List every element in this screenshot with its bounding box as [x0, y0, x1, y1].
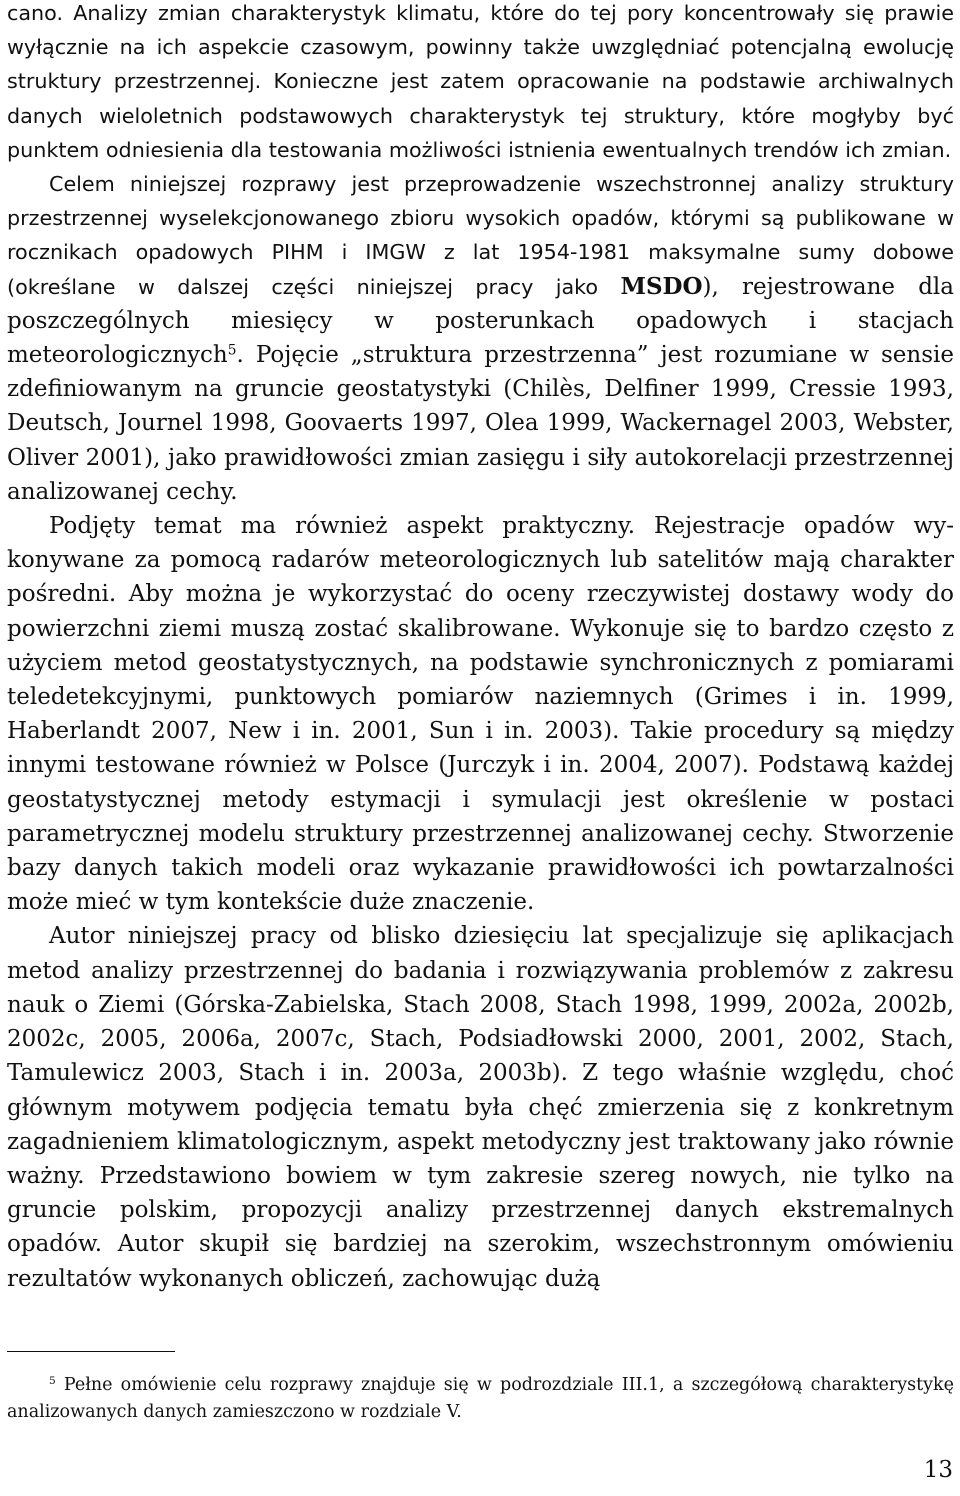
- footnote-separator: [7, 1351, 175, 1352]
- abbreviation-msdo: MSDO: [620, 272, 703, 300]
- paragraph-text: Celem niniejszej rozprawy jest przeprowadzenie wszechstronnej analizy struktury przestrzennej wyselekcjonowanego zbioru wysokich opadów, którymi są publikowane w rocznikach opadowych PIHM i IMGW z lat 1954-1981 maksymalne sumy dobowe (określane w dalszej części niniejszej pracy jako: [7, 172, 954, 299]
- paragraph-continuation: cano. Analizy zmian charakterystyk klimatu, które do tej pory koncentrowały się prawie wyłącznie na ich aspekcie czasowym, powinny także uwzględniać potencjalną ewolucję struktury przestrzennej. Konieczne jest zatem opracowanie na podstawie archiwalnych danych wieloletnich podstawowych charakterystyk tej struktury, które mogłyby być punktem odniesienia dla testowania możliwości istnienia ewentualnych trendów ich zmian.: [7, 1, 954, 162]
- paragraph-text: . Pojęcie „struktura przestrzenna” jest rozumiane w sensie zdefiniowanym na gruncie geostatystyki (Chilès, Delfiner 1999, Cressie 1993, Deutsch, Journel 1998, Goovaerts 1997, Olea 1999, Wackernagel 2003, Webster, Oliver 2001), jako prawidłowości zmian zasięgu i siły autokorelacji przestrzennej analizowanej cechy.: [7, 342, 954, 505]
- footnote-number: 5: [49, 1375, 56, 1388]
- paragraph-text: ), rejestrowane dla poszczególnych miesięcy w posterunkach opadowych i stacjach meteorologicznych: [7, 273, 954, 369]
- body-column: [7, 0, 954, 1296]
- footnote: [7, 1372, 954, 1426]
- paragraph-practical: Podjęty temat ma również aspekt praktyczny. Rejestracje opadów wykonywane za pomocą radarów meteorologicznych lub satelitów mają charakter pośredni. Aby można je wykorzystać do oceny rzeczywistej dostawy wody do powierzchni ziemi muszą zostać skalibrowane. Wykonuje się to bardzo często z użyciem metod geostatystycznych, na podstawie synchronicznych z pomiarami teledetekcyjnymi, punktowych pomiarów naziemnych (Grimes i in. 1999, Haberlandt 2007, New i in. 2001, Sun i in. 2003). Takie procedury są między innymi testowane również w Polsce (Jurczyk i in. 2004, 2007). Podstawą każdej geostatystycznej metody estymacji i symulacji jest określenie w postaci parametrycznej modelu struktury przestrzennej analizowanej cechy. Stworzenie bazy danych takich modeli oraz wykazanie prawidłowości ich powtarzalności może mieć w tym kontekście duże znaczenie.: [7, 513, 954, 916]
- paragraph-aim: [7, 167, 954, 509]
- paragraph-author: Autor niniejszej pracy od blisko dziesięciu lat specjalizuje się aplikacjach metod analizy przestrzennej do badania i rozwiązywania problemów z zakresu nauk o Ziemi (Górska-Zabielska, Stach 2008, Stach 1998, 1999, 2002a, 2002b, 2002c, 2005, 2006a, 2007c, Stach, Podsiadłowski 2000, 2001, 2002, Stach, Tamulewicz 2003, Stach i in. 2003a, 2003b). Z tego właśnie względu, choć głównym motywem podjęcia tematu była chęć zmierzenia się z konkretnym zagadnieniem klimatologicznym, aspekt metodyczny jest traktowany jako równie ważny. Przedstawiono bowiem w tym zakresie szereg nowych, nie tylko na gruncie polskim, propozycji analizy przestrzennej danych ekstremalnych opadów. Autor skupił się bardziej na szerokim, wszechstronnym omówieniu rezultatów wykonanych obliczeń, zachowując dużą: [7, 923, 954, 1292]
- footnote-text: Pełne omówienie celu rozprawy znajduje się w podrozdziale III.1, a szczegółową charakterystykę analizowanych danych zamieszczono w rozdziale V.: [7, 1375, 954, 1422]
- footnote-reference[interactable]: 5: [227, 342, 237, 359]
- page-number: 13: [923, 1457, 953, 1483]
